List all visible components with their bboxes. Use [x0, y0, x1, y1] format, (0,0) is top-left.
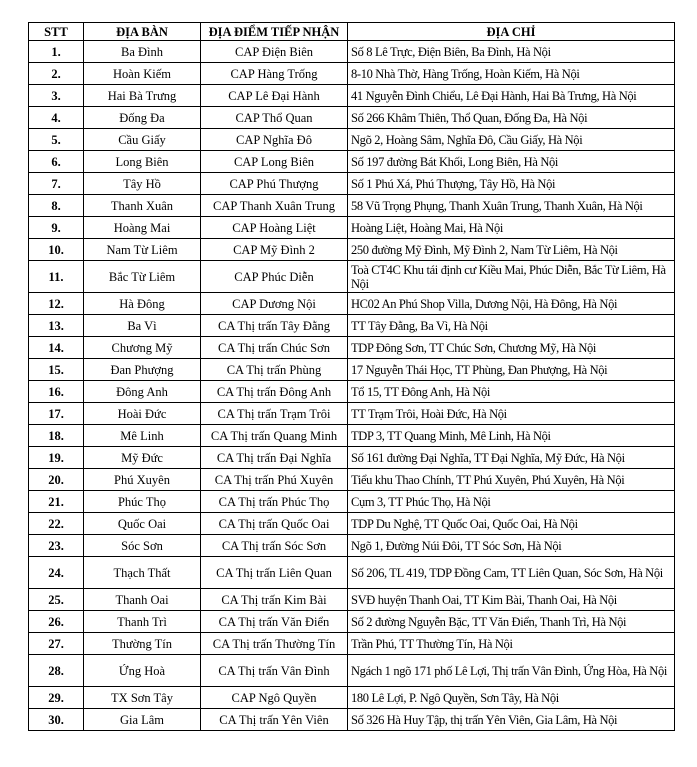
row-address: Số 326 Hà Huy Tập, thị trấn Yên Viên, Gia Lâm, Hà Nội	[348, 709, 675, 731]
table-body	[29, 41, 675, 731]
row-district: Đan Phượng	[84, 359, 201, 381]
table-row	[29, 513, 675, 535]
row-place: CAP Điện Biên	[201, 41, 348, 63]
row-district: Sóc Sơn	[84, 535, 201, 557]
table-row	[29, 469, 675, 491]
row-district: Tây Hồ	[84, 173, 201, 195]
row-stt: 4.	[29, 107, 84, 129]
row-district: TX Sơn Tây	[84, 687, 201, 709]
row-place: CA Thị trấn Văn Điển	[201, 611, 348, 633]
table-row	[29, 589, 675, 611]
row-place: CA Thị trấn Tây Đằng	[201, 315, 348, 337]
row-address: 17 Nguyễn Thái Học, TT Phùng, Đan Phượng, Hà Nội	[348, 359, 675, 381]
row-address: Số 2 đường Nguyễn Bặc, TT Văn Điển, Thanh Trì, Hà Nội	[348, 611, 675, 633]
row-address: SVĐ huyện Thanh Oai, TT Kim Bài, Thanh Oai, Hà Nội	[348, 589, 675, 611]
header-district: ĐỊA BÀN	[84, 23, 201, 41]
row-stt: 1.	[29, 41, 84, 63]
row-address: TT Tây Đằng, Ba Vì, Hà Nội	[348, 315, 675, 337]
row-stt: 14.	[29, 337, 84, 359]
table-row	[29, 611, 675, 633]
table-row	[29, 337, 675, 359]
row-district: Bắc Từ Liêm	[84, 261, 201, 293]
row-stt: 22.	[29, 513, 84, 535]
row-place: CAP Dương Nội	[201, 293, 348, 315]
row-place: CA Thị trấn Quang Minh	[201, 425, 348, 447]
row-place: CAP Lê Đại Hành	[201, 85, 348, 107]
row-district: Phúc Thọ	[84, 491, 201, 513]
row-stt: 29.	[29, 687, 84, 709]
row-place: CA Thị trấn Phú Xuyên	[201, 469, 348, 491]
row-address: Số 1 Phú Xá, Phú Thượng, Tây Hồ, Hà Nội	[348, 173, 675, 195]
row-address: 58 Vũ Trọng Phụng, Thanh Xuân Trung, Thanh Xuân, Hà Nội	[348, 195, 675, 217]
row-district: Nam Từ Liêm	[84, 239, 201, 261]
row-place: CAP Phúc Diễn	[201, 261, 348, 293]
table-row	[29, 381, 675, 403]
row-stt: 8.	[29, 195, 84, 217]
row-stt: 21.	[29, 491, 84, 513]
row-stt: 16.	[29, 381, 84, 403]
row-district: Ứng Hoà	[84, 655, 201, 687]
row-stt: 27.	[29, 633, 84, 655]
row-stt: 15.	[29, 359, 84, 381]
row-district: Mỹ Đức	[84, 447, 201, 469]
row-stt: 25.	[29, 589, 84, 611]
row-stt: 7.	[29, 173, 84, 195]
row-address: Số 206, TL 419, TDP Đồng Cam, TT Liên Quan, Sóc Sơn, Hà Nội	[348, 557, 675, 589]
row-stt: 2.	[29, 63, 84, 85]
row-stt: 3.	[29, 85, 84, 107]
row-address: TDP 3, TT Quang Minh, Mê Linh, Hà Nội	[348, 425, 675, 447]
table-row	[29, 239, 675, 261]
row-address: Số 197 đường Bát Khối, Long Biên, Hà Nội	[348, 151, 675, 173]
row-address: Ngõ 2, Hoàng Sâm, Nghĩa Đô, Cầu Giấy, Hà Nội	[348, 129, 675, 151]
row-place: CAP Mỹ Đình 2	[201, 239, 348, 261]
row-stt: 12.	[29, 293, 84, 315]
row-district: Hoài Đức	[84, 403, 201, 425]
row-stt: 24.	[29, 557, 84, 589]
row-address: Hoàng Liệt, Hoàng Mai, Hà Nội	[348, 217, 675, 239]
table-row	[29, 633, 675, 655]
table-row	[29, 151, 675, 173]
row-stt: 11.	[29, 261, 84, 293]
row-stt: 30.	[29, 709, 84, 731]
row-stt: 23.	[29, 535, 84, 557]
row-district: Gia Lâm	[84, 709, 201, 731]
row-place: CAP Hàng Trống	[201, 63, 348, 85]
header-place: ĐỊA ĐIỂM TIẾP NHẬN	[201, 23, 348, 41]
table-row	[29, 491, 675, 513]
row-place: CA Thị trấn Vân Đình	[201, 655, 348, 687]
row-address: TDP Đông Sơn, TT Chúc Sơn, Chương Mỹ, Hà Nội	[348, 337, 675, 359]
row-place: CA Thị trấn Phúc Thọ	[201, 491, 348, 513]
row-place: CAP Phú Thượng	[201, 173, 348, 195]
row-district: Thạch Thất	[84, 557, 201, 589]
row-district: Đông Anh	[84, 381, 201, 403]
table-row	[29, 447, 675, 469]
table-row	[29, 709, 675, 731]
row-district: Hoàn Kiếm	[84, 63, 201, 85]
row-district: Mê Linh	[84, 425, 201, 447]
row-stt: 20.	[29, 469, 84, 491]
row-place: CAP Thanh Xuân Trung	[201, 195, 348, 217]
table-row	[29, 129, 675, 151]
row-place: CA Thị trấn Phùng	[201, 359, 348, 381]
row-address: TDP Du Nghệ, TT Quốc Oai, Quốc Oai, Hà Nội	[348, 513, 675, 535]
row-stt: 28.	[29, 655, 84, 687]
row-district: Thanh Xuân	[84, 195, 201, 217]
table-row	[29, 655, 675, 687]
row-place: CAP Hoàng Liệt	[201, 217, 348, 239]
table-row	[29, 403, 675, 425]
table-row	[29, 687, 675, 709]
row-district: Thường Tín	[84, 633, 201, 655]
table-row	[29, 293, 675, 315]
row-district: Thanh Oai	[84, 589, 201, 611]
row-district: Hoàng Mai	[84, 217, 201, 239]
row-place: CA Thị trấn Đông Anh	[201, 381, 348, 403]
row-stt: 13.	[29, 315, 84, 337]
header-row	[29, 23, 675, 41]
table-row	[29, 315, 675, 337]
table-row	[29, 63, 675, 85]
row-place: CAP Long Biên	[201, 151, 348, 173]
row-place: CA Thị trấn Liên Quan	[201, 557, 348, 589]
row-address: Số 161 đường Đại Nghĩa, TT Đại Nghĩa, Mỹ Đức, Hà Nội	[348, 447, 675, 469]
row-address: Cụm 3, TT Phúc Thọ, Hà Nội	[348, 491, 675, 513]
row-address: 41 Nguyễn Đình Chiểu, Lê Đại Hành, Hai Bà Trưng, Hà Nội	[348, 85, 675, 107]
row-stt: 10.	[29, 239, 84, 261]
row-district: Ba Vì	[84, 315, 201, 337]
row-place: CA Thị trấn Quốc Oai	[201, 513, 348, 535]
row-place: CA Thị trấn Yên Viên	[201, 709, 348, 731]
row-stt: 6.	[29, 151, 84, 173]
row-stt: 18.	[29, 425, 84, 447]
row-address: HC02 An Phú Shop Villa, Dương Nội, Hà Đông, Hà Nội	[348, 293, 675, 315]
row-district: Ba Đình	[84, 41, 201, 63]
row-address: 250 đường Mỹ Đình, Mỹ Đình 2, Nam Từ Liêm, Hà Nội	[348, 239, 675, 261]
row-address: Số 266 Khâm Thiên, Thổ Quan, Đống Đa, Hà Nội	[348, 107, 675, 129]
row-district: Long Biên	[84, 151, 201, 173]
row-place: CA Thị trấn Trạm Trôi	[201, 403, 348, 425]
row-district: Chương Mỹ	[84, 337, 201, 359]
row-address: Ngõ 1, Đường Núi Đôi, TT Sóc Sơn, Hà Nội	[348, 535, 675, 557]
table-row	[29, 107, 675, 129]
row-place: CA Thị trấn Chúc Sơn	[201, 337, 348, 359]
row-stt: 26.	[29, 611, 84, 633]
row-address: Tiểu khu Thao Chính, TT Phú Xuyên, Phú Xuyên, Hà Nội	[348, 469, 675, 491]
row-stt: 9.	[29, 217, 84, 239]
row-district: Thanh Trì	[84, 611, 201, 633]
row-district: Hai Bà Trưng	[84, 85, 201, 107]
row-stt: 17.	[29, 403, 84, 425]
row-stt: 19.	[29, 447, 84, 469]
row-place: CAP Thổ Quan	[201, 107, 348, 129]
row-district: Đống Đa	[84, 107, 201, 129]
row-address: Trần Phú, TT Thường Tín, Hà Nội	[348, 633, 675, 655]
row-address: Ngách 1 ngõ 171 phố Lê Lợi, Thị trấn Vân Đình, Ứng Hòa, Hà Nội	[348, 655, 675, 687]
row-district: Hà Đông	[84, 293, 201, 315]
row-stt: 5.	[29, 129, 84, 151]
row-district: Phú Xuyên	[84, 469, 201, 491]
receiving-locations-table	[28, 22, 675, 731]
table-row	[29, 41, 675, 63]
row-address: Số 8 Lê Trực, Điện Biên, Ba Đình, Hà Nội	[348, 41, 675, 63]
row-place: CA Thị trấn Kim Bài	[201, 589, 348, 611]
row-place: CAP Nghĩa Đô	[201, 129, 348, 151]
table-row	[29, 535, 675, 557]
header-address: ĐỊA CHỈ	[348, 23, 675, 41]
table-row	[29, 195, 675, 217]
row-address: TT Trạm Trôi, Hoài Đức, Hà Nội	[348, 403, 675, 425]
table-row	[29, 173, 675, 195]
row-address: 180 Lê Lợi, P. Ngô Quyền, Sơn Tây, Hà Nội	[348, 687, 675, 709]
table-row	[29, 85, 675, 107]
row-address: 8-10 Nhà Thờ, Hàng Trống, Hoàn Kiếm, Hà Nội	[348, 63, 675, 85]
row-place: CA Thị trấn Thường Tín	[201, 633, 348, 655]
row-address: Toà CT4C Khu tái định cư Kiều Mai, Phúc Diễn, Bắc Từ Liêm, Hà Nội	[348, 261, 675, 293]
table-row	[29, 359, 675, 381]
header-stt: STT	[29, 23, 84, 41]
row-place: CA Thị trấn Sóc Sơn	[201, 535, 348, 557]
row-place: CAP Ngô Quyền	[201, 687, 348, 709]
row-address: Tổ 15, TT Đông Anh, Hà Nội	[348, 381, 675, 403]
row-district: Quốc Oai	[84, 513, 201, 535]
table-row	[29, 217, 675, 239]
table-row	[29, 557, 675, 589]
table-row	[29, 261, 675, 293]
table-row	[29, 425, 675, 447]
row-district: Cầu Giấy	[84, 129, 201, 151]
row-place: CA Thị trấn Đại Nghĩa	[201, 447, 348, 469]
